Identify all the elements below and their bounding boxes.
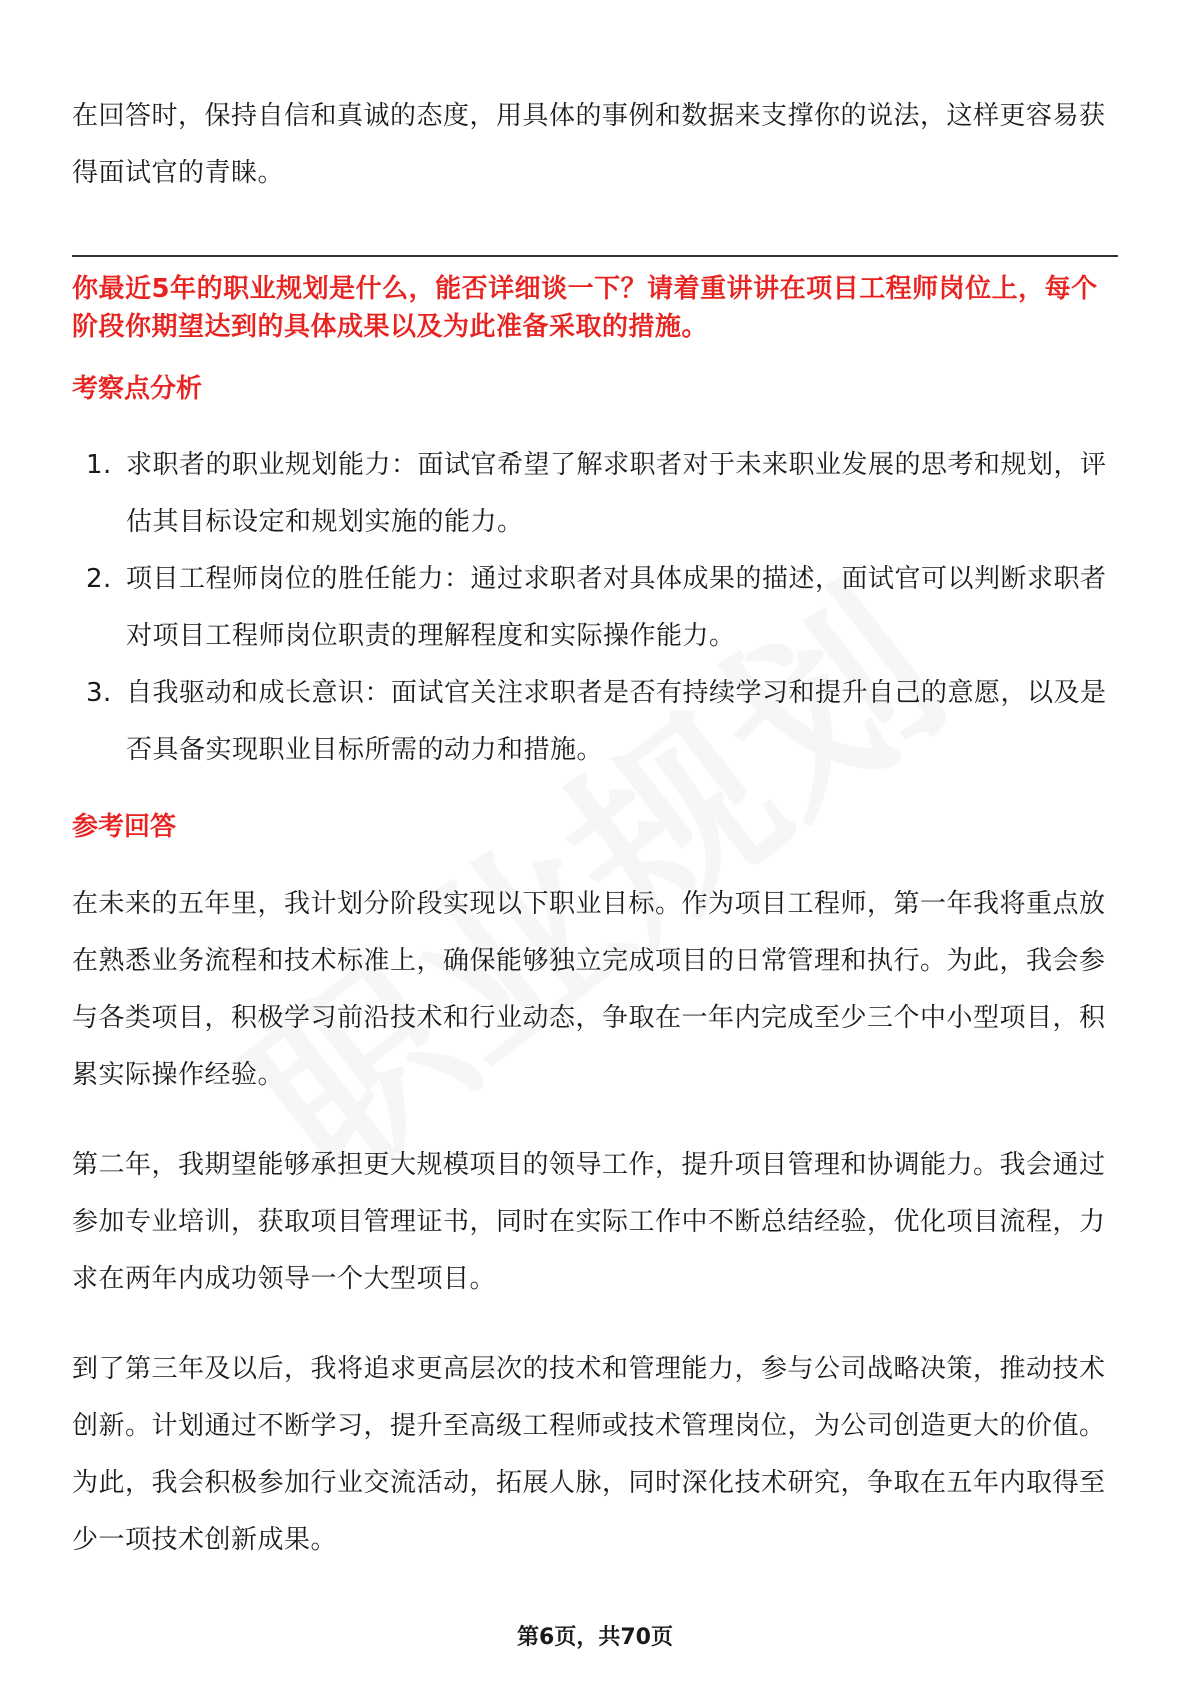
analysis-item-text: 项目工程师岗位的胜任能力：通过求职者对具体成果的描述，面试官可以判断求职者对项目工程师岗位职责的理解程度和实际操作能力。 (126, 564, 1107, 651)
answer-paragraph: 在未来的五年里，我计划分阶段实现以下职业目标。作为项目工程师，第一年我将重点放在熟悉业务流程和技术标准上，确保能够独立完成项目的日常管理和执行。为此，我会参与各类项目，积极学习前沿技术和行业动态，争取在一年内完成至少三个中小型项目，积累实际操作经验。 (72, 889, 1106, 1090)
analysis-heading: 考察点分析 (72, 374, 203, 404)
analysis-list (72, 437, 1118, 779)
analysis-item-text: 求职者的职业规划能力：面试官希望了解求职者对于未来职业发展的思考和规划，评估其目标设定和规划实施的能力。 (126, 450, 1107, 537)
analysis-item-number: 3. (86, 678, 112, 708)
analysis-item-number: 2. (86, 564, 112, 594)
answer-heading: 参考回答 (72, 812, 177, 842)
answer-paragraph: 第二年，我期望能够承担更大规模项目的领导工作，提升项目管理和协调能力。我会通过参加专业培训，获取项目管理证书，同时在实际工作中不断总结经验，优化项目流程，力求在两年内成功领导一个大型项目。 (72, 1150, 1106, 1294)
analysis-item-text: 自我驱动和成长意识：面试官关注求职者是否有持续学习和提升自己的意愿，以及是否具备实现职业目标所需的动力和措施。 (126, 678, 1107, 765)
intro-paragraph: 在回答时，保持自信和真诚的态度，用具体的事例和数据来支撑你的说法，这样更容易获得面试官的青睐。 (72, 101, 1106, 188)
section-divider (72, 255, 1118, 257)
analysis-item-number: 1. (86, 450, 112, 480)
answer-paragraph: 到了第三年及以后，我将追求更高层次的技术和管理能力，参与公司战略决策，推动技术创新。计划通过不断学习，提升至高级工程师或技术管理岗位，为公司创造更大的价值。为此，我会积极参加行业交流活动，拓展人脉，同时深化技术研究，争取在五年内取得至少一项技术创新成果。 (72, 1354, 1106, 1555)
page-number: 第6页，共70页 (517, 1625, 673, 1650)
answer-body (72, 876, 1118, 1602)
analysis-item (72, 437, 1118, 551)
analysis-item (72, 551, 1118, 665)
question-title: 你最近5年的职业规划是什么，能否详细谈一下？请着重讲讲在项目工程师岗位上，每个阶段你期望达到的具体成果以及为此准备采取的措施。 (72, 274, 1098, 342)
analysis-item (72, 665, 1118, 779)
